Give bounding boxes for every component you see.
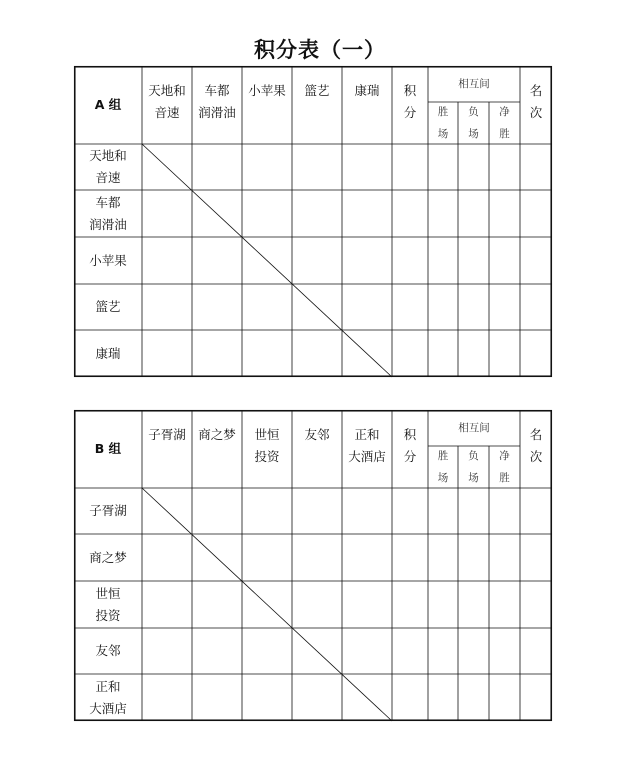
score-header [392,410,428,488]
mutual-subheader [458,446,489,488]
column-header-team [142,410,192,488]
score-header [392,66,428,144]
column-header-team [242,66,292,144]
group-a-standings-table [74,66,552,377]
column-header-team [142,66,192,144]
column-header-team [342,66,392,144]
column-header-team-text: 子胥湖 [148,427,186,442]
row-header-team-text: 车都 [95,194,121,210]
row-header-team-text: 世恒 [95,585,121,601]
column-header-team-text: 友邻 [304,427,330,442]
column-header-team-text: 正和 [354,427,380,442]
mutual-header-text: 相互间 [458,78,490,90]
column-header-team [192,66,242,144]
row-header-team-text: 篮艺 [95,299,121,314]
group-label [74,410,142,488]
rank-header-text: 次 [529,449,543,464]
row-header-team-text: 天地和 [89,148,127,163]
mutual-subheader-text: 净 [499,450,510,462]
column-header-team-text: 小苹果 [248,83,286,98]
group-label-text: B 组 [94,441,122,456]
rank-header [520,66,552,144]
group-b-standings-table [74,410,552,721]
rank-header-text: 次 [529,105,543,120]
row-header-team [74,488,142,534]
column-header-team-text: 车都 [204,83,230,98]
row-header-team [74,237,142,284]
page-title: 积分表（一） [254,38,386,62]
row-header-team [74,144,142,190]
column-header-team-text: 大酒店 [348,449,386,464]
score-header-text: 分 [403,105,417,120]
row-header-team-text: 润滑油 [89,216,127,232]
rank-header-text: 名 [529,427,543,442]
row-header-team-text: 康瑞 [95,345,121,361]
column-header-team [242,410,292,488]
row-header-team [74,674,142,721]
mutual-header [428,66,520,102]
column-header-team-text: 康瑞 [354,83,380,98]
column-header-team [292,410,342,488]
mutual-subheader-text: 场 [468,472,479,484]
diagonal-line [142,488,392,721]
row-header-team [74,330,142,377]
mutual-subheader-text: 胜 [499,128,510,140]
column-header-team-text: 天地和 [148,83,186,98]
mutual-subheader-text: 负 [468,450,479,462]
mutual-subheader-text: 胜 [499,472,510,484]
column-header-team-text: 润滑油 [198,105,236,120]
row-header-team-text: 友邻 [95,643,121,658]
diagonal-line [142,144,392,377]
group-label-text: A 组 [94,97,122,112]
column-header-team-text: 世恒 [254,427,280,442]
score-header-text: 积 [403,83,417,98]
rank-header [520,410,552,488]
mutual-subheader-text: 场 [437,472,449,484]
mutual-subheader-text: 净 [499,106,510,118]
row-header-team-text: 大酒店 [89,700,127,716]
mutual-header-text: 相互间 [458,422,490,434]
row-header-team-text: 投资 [95,607,121,623]
row-header-team-text: 音速 [95,170,121,185]
mutual-subheader-text: 场 [437,128,449,140]
column-header-team [292,66,342,144]
column-header-team [192,410,242,488]
mutual-subheader [489,446,520,488]
column-header-team-text: 音速 [154,105,180,120]
mutual-subheader [458,102,489,144]
row-header-team [74,628,142,674]
mutual-subheader-text: 负 [468,106,479,118]
column-header-team [342,410,392,488]
row-header-team-text: 子胥湖 [89,503,127,518]
mutual-subheader [428,102,458,144]
row-header-team-text: 商之梦 [89,549,127,565]
mutual-subheader-text: 胜 [437,450,449,462]
row-header-team [74,190,142,237]
column-header-team-text: 商之梦 [198,427,236,442]
row-header-team [74,581,142,628]
row-header-team-text: 正和 [95,678,121,694]
column-header-team-text: 篮艺 [304,83,330,98]
rank-header-text: 名 [529,83,543,98]
column-header-team-text: 投资 [254,449,280,464]
mutual-subheader-text: 场 [468,128,479,140]
group-label [74,66,142,144]
score-header-text: 分 [403,449,417,464]
row-header-team [74,534,142,581]
score-header-text: 积 [403,427,417,442]
mutual-header [428,410,520,446]
mutual-subheader [489,102,520,144]
mutual-subheader-text: 胜 [437,106,449,118]
row-header-team [74,284,142,330]
mutual-subheader [428,446,458,488]
row-header-team-text: 小苹果 [89,252,127,268]
